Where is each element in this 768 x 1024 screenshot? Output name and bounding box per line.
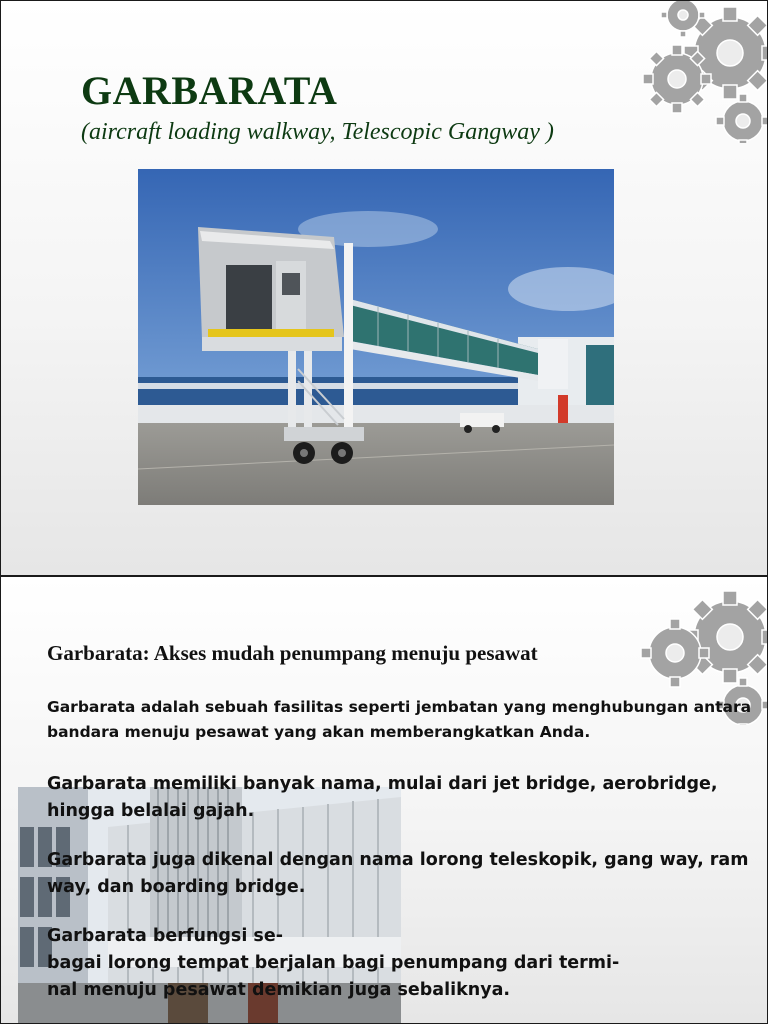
paragraph-3-line-1: Garbarata juga dikenal dengan nama lorong teleskopik, gang way, ram [47, 850, 749, 870]
paragraph-1-line-2: bandara menuju pesawat yang akan memberangkatkan Anda. [47, 723, 591, 741]
slide-subtitle: (aircraft loading walkway, Telescopic Gangway ) [81, 119, 554, 145]
paragraph-3-line-2: way, dan boarding bridge. [47, 877, 306, 897]
paragraph-4-line-2: bagai lorong tempat berjalan bagi penumpang dari termi- [47, 953, 620, 973]
slide-title: GARBARATA [81, 68, 338, 113]
paragraph-2-line-1: Garbarata memiliki banyak nama, mulai dari jet bridge, aerobridge, [47, 774, 718, 794]
gears-icon [625, 0, 768, 143]
paragraph-2-line-2: hingga belalai gajah. [47, 801, 255, 821]
paragraph-3 [47, 847, 767, 901]
slide-heading: Garbarata: Akses mudah penumpang menuju pesawat [47, 641, 538, 665]
paragraph-1 [47, 695, 768, 745]
jet-bridge-photo [138, 169, 614, 505]
paragraph-2 [47, 771, 767, 825]
paragraph-4 [47, 923, 767, 1004]
slide-2 [0, 576, 768, 1024]
paragraph-4-line-1: Garbarata berfungsi se- [47, 926, 283, 946]
paragraph-4-line-3: nal menuju pesawat demikian juga sebaliknya. [47, 980, 511, 1000]
paragraph-1-line-1: Garbarata adalah sebuah fasilitas seperti jembatan yang menghubungan antara [47, 698, 752, 716]
